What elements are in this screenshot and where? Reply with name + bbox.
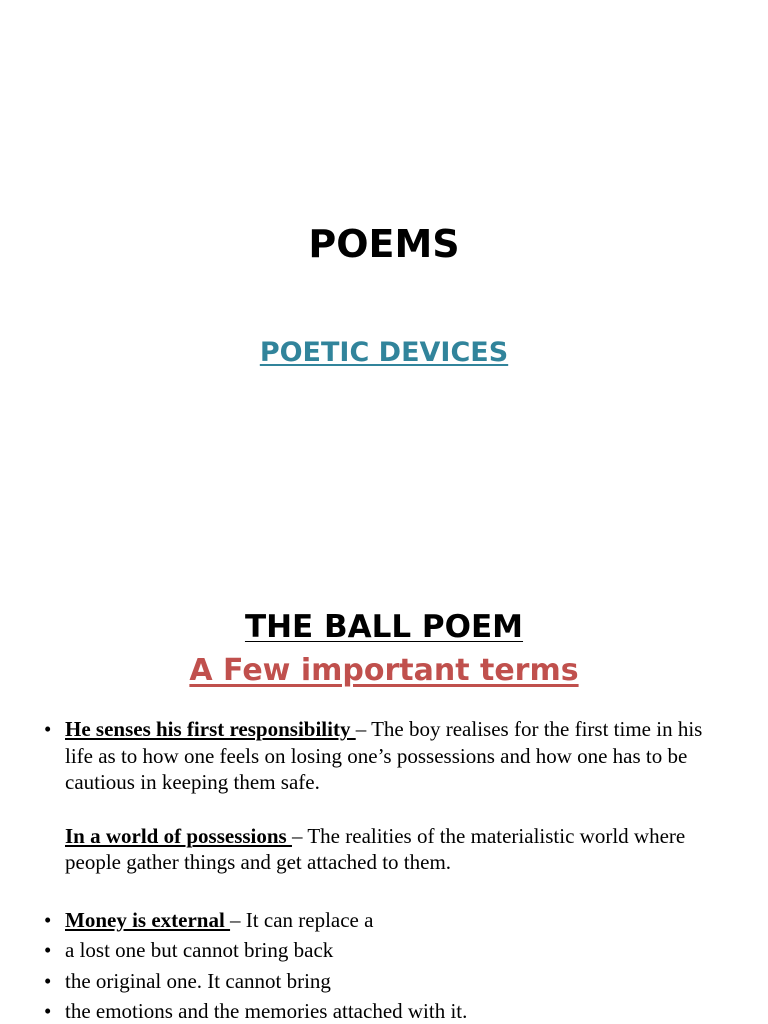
bullet-icon: • <box>44 938 52 962</box>
slide-title: POEMS <box>308 222 460 266</box>
poem-title-text: THE BALL POEM <box>244 609 524 645</box>
term-item-money-is-external <box>44 907 734 934</box>
term-item-first-responsibility <box>44 716 734 796</box>
bullet-icon: • <box>44 907 52 932</box>
continuation-line-text: the original one. It cannot bring <box>65 968 331 993</box>
term-label: He senses his first responsibility <box>65 717 356 741</box>
continuation-line-text: a lost one but cannot bring back <box>65 938 334 962</box>
continuation-line <box>44 968 734 995</box>
continuation-line-text: the emotions and the memories attached with it. <box>65 999 468 1023</box>
continuation-line <box>44 998 734 1024</box>
bullet-icon: • <box>44 968 52 993</box>
slide-subtitle <box>0 334 768 372</box>
term-definition: – The realities of the materialistic world where people gather things and get attached to them. <box>65 823 686 874</box>
term-label: Money is external <box>65 907 231 932</box>
slide-subtitle-text: POETIC DEVICES <box>259 337 509 368</box>
terms-heading-text: A Few important terms <box>189 653 579 688</box>
terms-heading <box>0 650 768 692</box>
continuation-line <box>44 937 734 964</box>
bullet-icon: • <box>44 999 52 1023</box>
term-item-world-of-possessions <box>44 823 734 876</box>
term-definition: – The boy realises for the first time in his life as to how one feels on losing one’s possessions and how one has to be cautious in keeping them safe. <box>65 717 703 794</box>
terms-list <box>44 716 734 1024</box>
poem-title <box>0 606 768 648</box>
term-definition: – It can replace a <box>230 907 374 932</box>
bullet-icon: • <box>44 717 52 741</box>
term-label: In a world of possessions <box>65 823 292 848</box>
